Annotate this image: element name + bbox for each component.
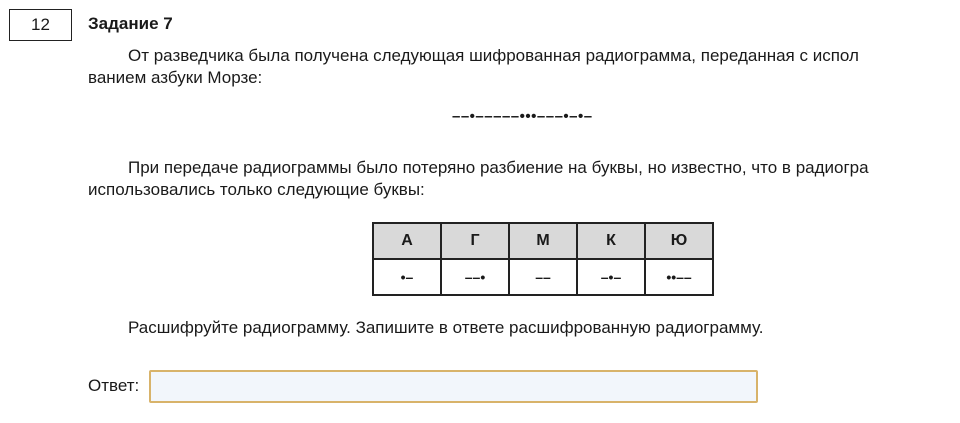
morse-message: ––•–––––•••–––•–•– xyxy=(452,108,593,125)
paragraph-2-line-1: При передаче радиограммы было потеряно разбиение на буквы, но известно, что в радиогра xyxy=(128,158,869,177)
code-cell: –•– xyxy=(577,259,645,295)
task-number: 12 xyxy=(31,15,50,34)
letter-cell: М xyxy=(509,223,577,259)
paragraph-1-line-1: От разведчика была получена следующая шифрованная радиограмма, переданная с испол xyxy=(128,46,859,65)
paragraph-2-line-2: использовались только следующие буквы: xyxy=(88,180,425,199)
answer-label: Ответ: xyxy=(88,376,140,395)
code-cell: ––• xyxy=(441,259,509,295)
task-paragraph-1 xyxy=(88,45,960,89)
letter-cell: К xyxy=(577,223,645,259)
task-title: Задание 7 xyxy=(88,14,173,33)
morse-code-table xyxy=(372,222,714,296)
letter-cell: Г xyxy=(441,223,509,259)
letter-cell: А xyxy=(373,223,441,259)
letter-cell: Ю xyxy=(645,223,713,259)
code-cell: •– xyxy=(373,259,441,295)
code-cell: –– xyxy=(509,259,577,295)
task-instruction: Расшифруйте радиограмму. Запишите в ответе расшифрованную радиограмму. xyxy=(128,318,764,337)
code-cell: ••–– xyxy=(645,259,713,295)
answer-input[interactable] xyxy=(149,370,758,403)
task-paragraph-2 xyxy=(88,157,960,201)
table-header-row xyxy=(373,223,713,259)
task-number-box xyxy=(9,9,72,41)
table-code-row xyxy=(373,259,713,295)
paragraph-1-line-2: ванием азбуки Морзе: xyxy=(88,68,263,87)
